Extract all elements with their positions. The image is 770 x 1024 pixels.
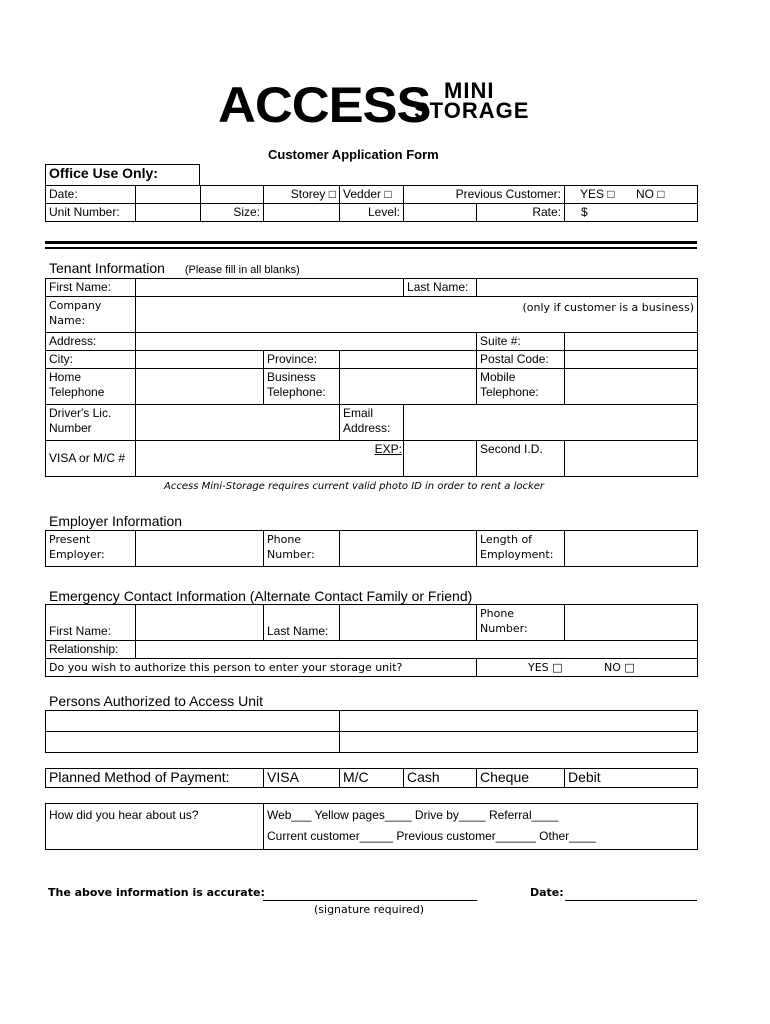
- accurate-label: The above information is accurate:: [48, 886, 265, 899]
- drivers-license-field[interactable]: [136, 405, 340, 441]
- present-employer-label: Present Employer:: [46, 531, 136, 567]
- first-name-label: First Name:: [46, 279, 136, 297]
- emergency-table: [45, 604, 698, 677]
- office-level-label: Level:: [340, 204, 404, 222]
- visa-mc-field[interactable]: [136, 441, 404, 477]
- home-telephone-label: Home Telephone: [46, 369, 136, 405]
- relationship-label: Relationship:: [46, 641, 136, 659]
- divider: [45, 247, 697, 249]
- province-label: Province:: [264, 351, 340, 369]
- emergency-first-name-label: First Name:: [46, 605, 136, 641]
- office-size-field[interactable]: [264, 204, 340, 222]
- tenant-note: (Please fill in all blanks): [184, 264, 300, 276]
- authorize-yes[interactable]: YES □: [528, 661, 563, 674]
- office-storey[interactable]: Storey □: [264, 186, 340, 204]
- city-label: City:: [46, 351, 136, 369]
- emergency-phone-field[interactable]: [565, 605, 698, 641]
- last-name-field[interactable]: [477, 279, 698, 297]
- date-line[interactable]: [565, 900, 697, 901]
- business-telephone-label: Business Telephone:: [264, 369, 340, 405]
- authorize-question: Do you wish to authorize this person to enter your storage unit?: [46, 659, 477, 677]
- office-no[interactable]: NO □: [635, 187, 665, 201]
- person-field[interactable]: [46, 732, 340, 753]
- payment-mc[interactable]: M/C: [340, 769, 404, 788]
- employer-table: [45, 530, 698, 567]
- visa-mc-label: VISA or M/C #: [46, 441, 136, 477]
- photo-id-note: Access Mini-Storage requires current valid photo ID in order to rent a locker: [164, 481, 545, 492]
- emergency-last-name-field[interactable]: [340, 605, 477, 641]
- address-label: Address:: [46, 333, 136, 351]
- authorize-yes-no[interactable]: [477, 659, 698, 677]
- payment-visa[interactable]: VISA: [264, 769, 340, 788]
- office-date-label: Date:: [46, 186, 136, 204]
- tenant-title: Tenant Information (Please fill in all blanks): [49, 260, 300, 276]
- person-field[interactable]: [46, 711, 340, 732]
- emergency-first-name-field[interactable]: [136, 605, 264, 641]
- office-unit-number-label: Unit Number:: [46, 204, 136, 222]
- emergency-title: Emergency Contact Information (Alternate Contact Family or Friend): [49, 588, 473, 604]
- office-rate-field[interactable]: $: [565, 204, 698, 222]
- hear-options-line2[interactable]: Current customer_____ Previous customer______ Other____: [267, 829, 596, 843]
- hear-options-line1[interactable]: Web___ Yellow pages____ Drive by____ Referral____: [267, 808, 559, 822]
- email-label: Email Address:: [340, 405, 404, 441]
- office-vedder[interactable]: Vedder □: [340, 186, 404, 204]
- postal-code-label: Postal Code:: [477, 351, 565, 369]
- employer-phone-field[interactable]: [340, 531, 477, 567]
- payment-label: Planned Method of Payment:: [46, 769, 264, 788]
- company-name-label: Company Name:: [46, 297, 136, 333]
- last-name-label: Last Name:: [404, 279, 477, 297]
- drivers-license-label: Driver's Lic. Number: [46, 405, 136, 441]
- payment-debit[interactable]: Debit: [565, 769, 698, 788]
- company-name-field[interactable]: (only if customer is a business): [136, 297, 698, 333]
- logo-mini: MINI: [444, 78, 495, 103]
- office-use-table: [45, 185, 698, 222]
- tenant-table: [45, 278, 698, 477]
- suite-label: Suite #:: [477, 333, 565, 351]
- length-employment-label: Length of Employment:: [477, 531, 565, 567]
- hear-question: How did you hear about us?: [46, 804, 264, 850]
- hear-about-table: [45, 803, 698, 850]
- second-id-field[interactable]: [565, 441, 698, 477]
- person-field[interactable]: [340, 732, 698, 753]
- persons-table: [45, 710, 698, 753]
- office-title-box: [45, 164, 200, 186]
- form-title: Customer Application Form: [268, 147, 439, 162]
- office-previous-customer: Previous Customer:: [404, 186, 565, 204]
- office-date-field[interactable]: [136, 186, 201, 204]
- signature-required: (signature required): [314, 903, 424, 916]
- employer-phone-label: Phone Number:: [264, 531, 340, 567]
- exp-label: EXP:: [374, 442, 403, 456]
- length-employment-field[interactable]: [565, 531, 698, 567]
- divider: [45, 241, 697, 244]
- emergency-last-name-label: Last Name:: [264, 605, 340, 641]
- office-size-label: Size:: [201, 204, 264, 222]
- payment-cheque[interactable]: Cheque: [477, 769, 565, 788]
- signature-line[interactable]: [263, 900, 477, 901]
- office-yes[interactable]: YES □: [580, 187, 615, 201]
- office-rate-label: Rate:: [477, 204, 565, 222]
- mobile-telephone-label: Mobile Telephone:: [477, 369, 565, 405]
- office-level-field[interactable]: [404, 204, 477, 222]
- authorize-no[interactable]: NO □: [604, 661, 635, 674]
- logo-access-text: ACCESS: [218, 77, 431, 133]
- present-employer-field[interactable]: [136, 531, 264, 567]
- logo-storage: STORAGE: [414, 98, 530, 123]
- date-label: Date:: [530, 886, 564, 899]
- home-telephone-field[interactable]: [136, 369, 264, 405]
- person-field[interactable]: [340, 711, 698, 732]
- postal-code-field[interactable]: [565, 351, 698, 369]
- payment-table: [45, 768, 698, 788]
- business-telephone-field[interactable]: [340, 369, 477, 405]
- emergency-phone-label: Phone Number:: [477, 605, 565, 641]
- hear-options[interactable]: [264, 804, 698, 850]
- office-unit-number-field[interactable]: [136, 204, 201, 222]
- second-id-label: Second I.D.: [477, 441, 565, 477]
- exp-field[interactable]: [404, 441, 477, 477]
- email-field[interactable]: [404, 405, 698, 441]
- mobile-telephone-field[interactable]: [565, 369, 698, 405]
- office-title: Office Use Only:: [46, 165, 200, 186]
- persons-title: Persons Authorized to Access Unit: [49, 693, 263, 709]
- first-name-field[interactable]: [136, 279, 404, 297]
- office-yes-no[interactable]: [565, 186, 698, 204]
- relationship-field[interactable]: [136, 641, 698, 659]
- address-field[interactable]: [136, 333, 477, 351]
- city-field[interactable]: [136, 351, 264, 369]
- employer-title: Employer Information: [49, 513, 183, 529]
- payment-cash[interactable]: Cash: [404, 769, 477, 788]
- suite-field[interactable]: [565, 333, 698, 351]
- province-field[interactable]: [340, 351, 477, 369]
